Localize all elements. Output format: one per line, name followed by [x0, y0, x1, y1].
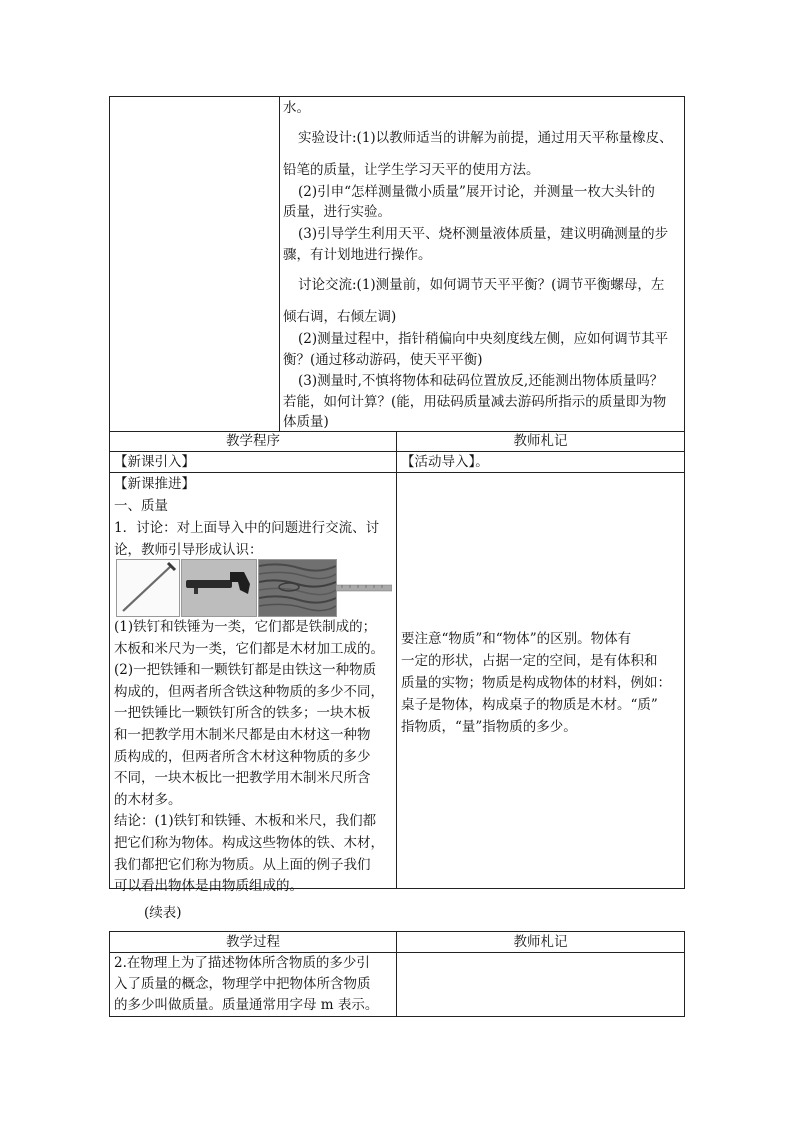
text-line: 倾右调，右倾左调): [283, 309, 397, 325]
text-line: 【新课推进】: [114, 476, 195, 492]
text-line: 桌子是物体，构成桌子的物质是木材。“质”: [401, 697, 658, 713]
header-teacher-notes: 教师札记: [513, 433, 568, 449]
text-line: 构成的，但两者所含铁这种物质的多少不同，: [114, 683, 384, 700]
header-teacher-notes-2: 教师札记: [513, 934, 568, 950]
text-line: 结论：(1)铁钉和铁锤、木板和米尺，我们都: [114, 813, 377, 830]
hammer-image: [181, 559, 257, 617]
text-line: 入了质量的概念，物理学中把物体所含物质: [114, 976, 371, 992]
text-line: 水。: [283, 100, 310, 116]
wood-board-image: [258, 559, 337, 617]
text-line: 要注意“物质”和“物体”的区别。物体有: [401, 631, 632, 647]
text-line: 铅笔的质量，让学生学习天平的使用方法。: [283, 162, 540, 178]
text-line: 2.在物理上为了描述物体所含物质的多少引: [114, 955, 370, 971]
text-line: 一、质量: [114, 498, 168, 514]
text-line: 指物质，“量”指物质的多少。: [401, 719, 577, 735]
text-line: 质量的实物；物质是构成物体的材料，例如：: [401, 675, 671, 691]
text-line: 实验设计:(1)以教师适当的讲解为前提，通过用天平称量橡皮、: [298, 130, 673, 146]
continued-label: (续表): [144, 905, 182, 921]
text-line: 1．讨论：对上面导入中的问题进行交流、讨: [114, 520, 380, 536]
text-line: 论，教师引导形成认识：: [114, 542, 263, 558]
nail-image: [116, 559, 180, 617]
text-line: 我们都把它们称为物质。从上面的例子我们: [114, 856, 371, 873]
text-line: 质量，进行实验。: [283, 204, 391, 220]
text-line: (2)一把铁锤和一颗铁钉都是由铁这一种物质: [114, 662, 377, 679]
text-line: 一把铁锤比一颗铁钉所含的铁多；一块木板: [114, 705, 371, 722]
text-line: 和一把教学用木制米尺都是由木材这一种物: [114, 726, 371, 743]
text-line: 不同，一块木板比一把教学用木制米尺所含: [114, 770, 371, 787]
text-line: 若能，如何计算？(能，用砝码质量减去游码所指示的质量即为物: [283, 394, 667, 410]
text-line: 骤，有计划地进行操作。: [283, 247, 432, 263]
text-line: (1)铁钉和铁锤为一类，它们都是铁制成的；: [114, 619, 377, 635]
activity-intro: 【活动导入】。: [401, 454, 489, 470]
text-line: 质构成的，但两者所含木材这种物质的多少: [114, 748, 371, 765]
text-line: (3)引导学生利用天平、烧杯测量液体质量，建议明确测量的步: [298, 226, 669, 242]
teacher-notes-text: [401, 628, 683, 738]
header-teaching-procedure: 教学程序: [226, 433, 280, 449]
text-line: 体质量): [283, 414, 329, 430]
left-discussion-text: [114, 617, 396, 898]
mass-definition-text: [114, 953, 396, 1016]
text-line: (3)测量时,不慎将物体和砝码位置放反,还能测出物体质量吗？: [298, 373, 664, 389]
text-line: 把它们称为物体。构成这些物体的铁、木材，: [114, 834, 384, 851]
text-line: 讨论交流:(1)测量前，如何调节天平平衡？(调节平衡螺母，左: [298, 277, 665, 293]
text-line: (2)测量过程中，指针稍偏向中央刻度线左侧，应如何调节其平: [298, 331, 669, 347]
text-line: 的多少叫做质量。质量通常用字母 m 表示。: [114, 997, 379, 1013]
text-line: 可以看出物体是由物质组成的。: [114, 878, 303, 895]
text-line: 木板和米尺为一类，它们都是木材加工成的。: [114, 640, 384, 657]
text-line: 的木材多。: [114, 791, 182, 808]
header-teaching-process: 教学过程: [226, 934, 280, 950]
text-line: (2)引申“怎样测量微小质量”展开讨论，并测量一枚大头针的: [298, 184, 655, 200]
text-line: 一定的形状，占据一定的空间，是有体积和: [401, 653, 658, 669]
left-intro-text: [114, 473, 396, 561]
new-lesson-intro: 【新课引入】: [114, 454, 195, 470]
meter-ruler-image: [336, 579, 392, 591]
text-line: 衡？(通过移动游码，使天平平衡): [283, 352, 483, 368]
